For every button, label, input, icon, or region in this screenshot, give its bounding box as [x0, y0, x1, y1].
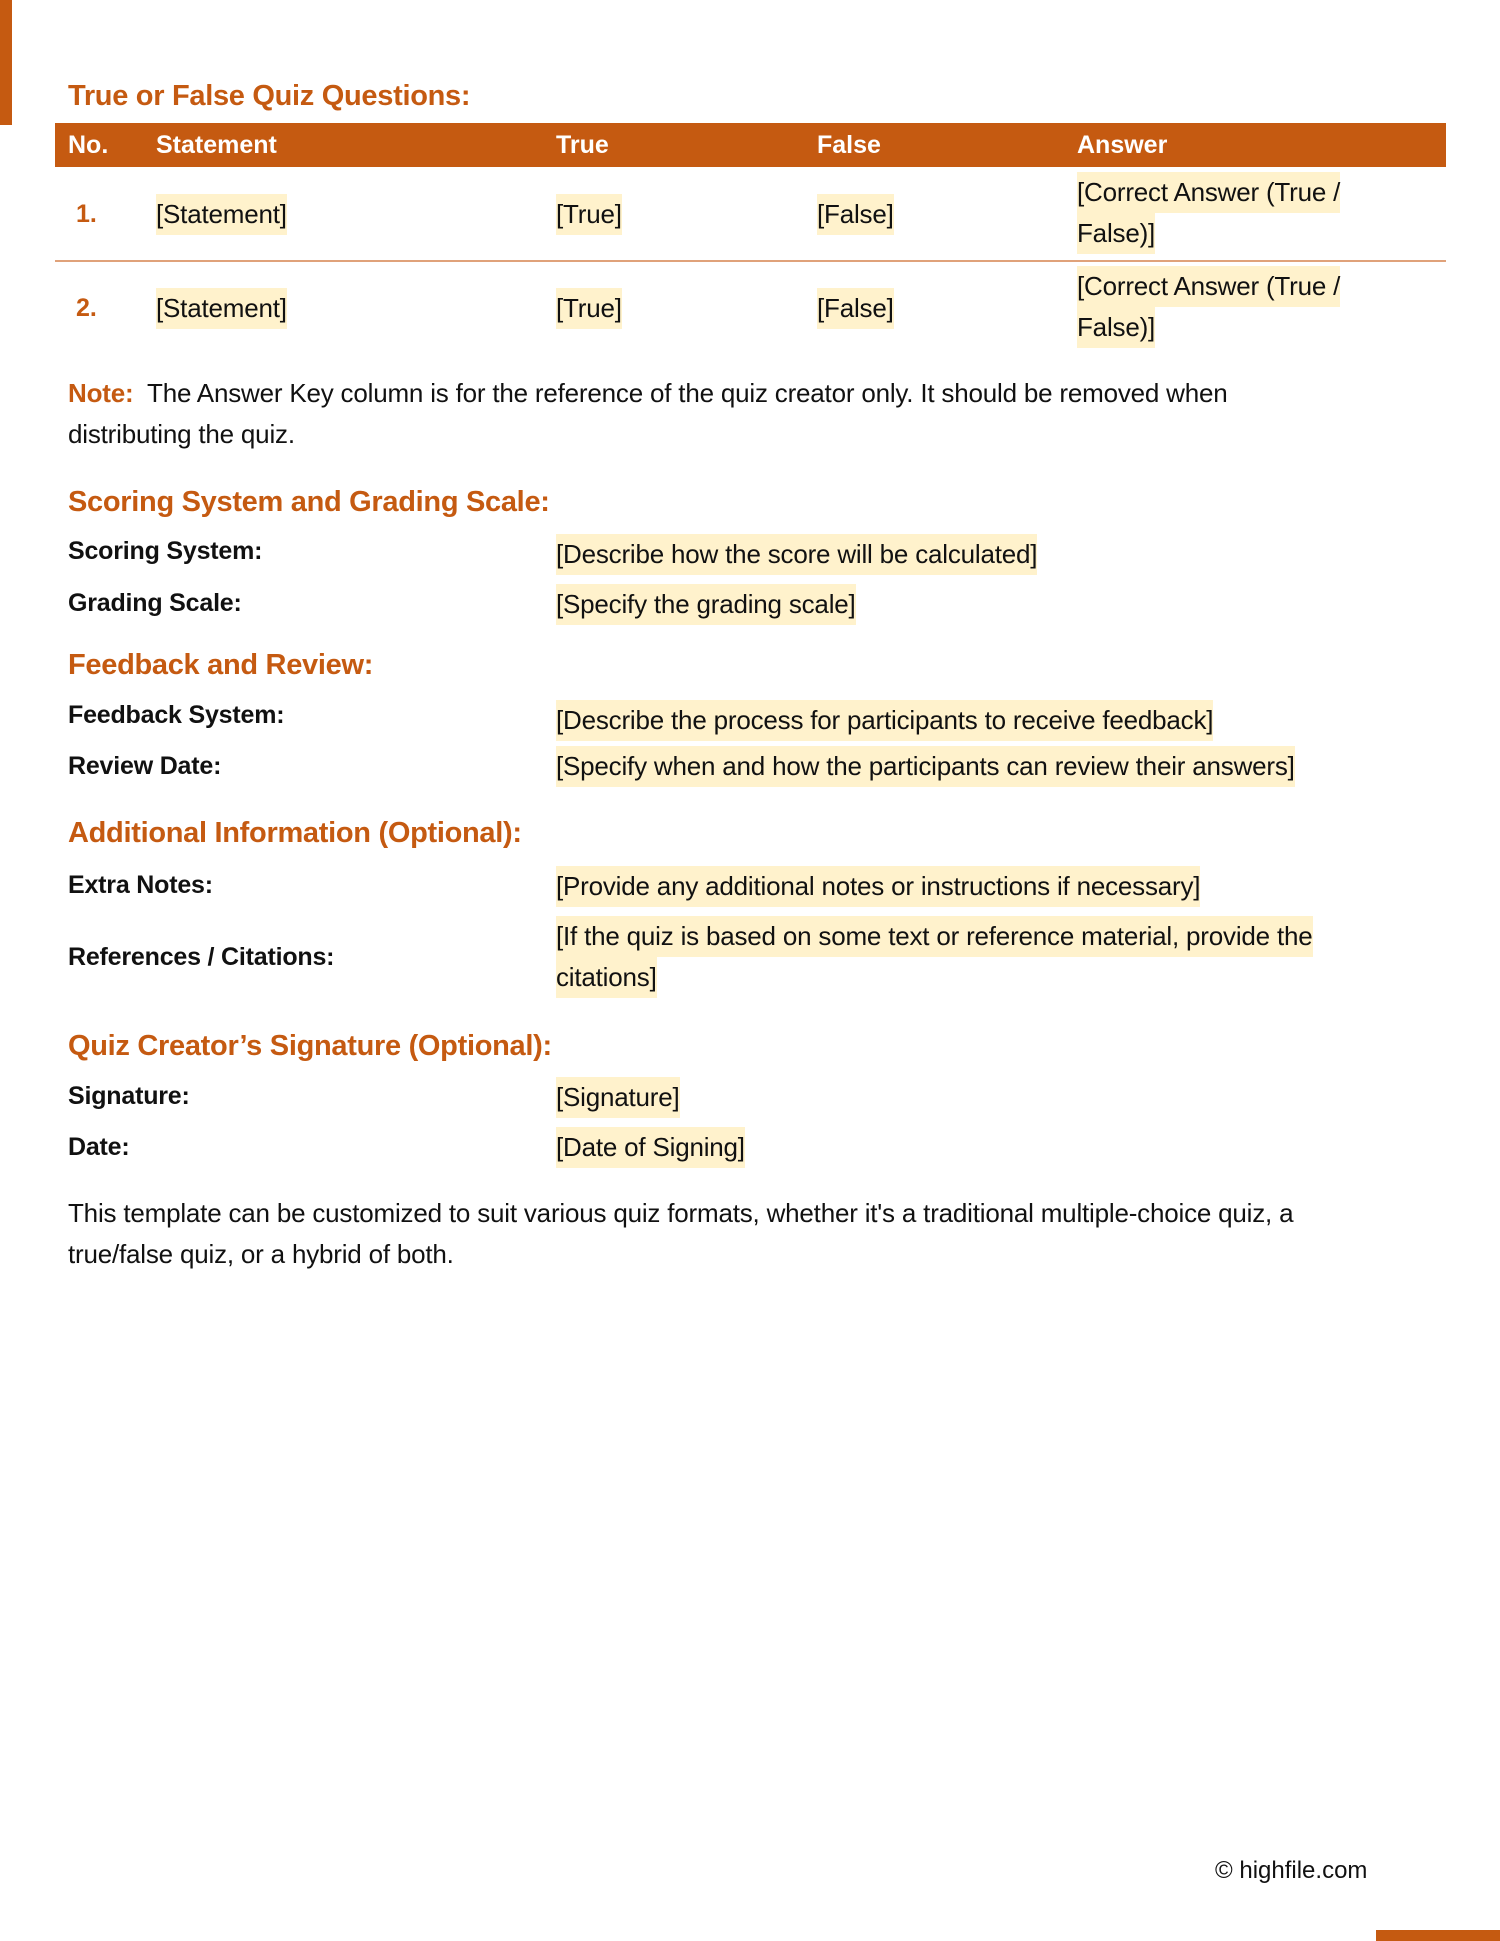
row-divider [55, 260, 1446, 262]
scoring-system-value[interactable]: [Describe how the score will be calculated] [556, 534, 1037, 575]
grading-scale-label: Grading Scale: [68, 589, 242, 617]
extra-notes-label: Extra Notes: [68, 871, 213, 899]
note-label: Note: [68, 378, 134, 408]
note-paragraph [68, 373, 1228, 414]
answer-cell-line1[interactable]: [Correct Answer (True / [1077, 172, 1340, 213]
left-accent-bar [0, 0, 12, 125]
additional-section-title: Additional Information (Optional): [68, 817, 522, 849]
feedback-system-value[interactable]: [Describe the process for participants to receive feedback] [556, 700, 1213, 741]
false-cell[interactable]: [False] [817, 288, 894, 329]
col-header-statement: Statement [156, 131, 277, 159]
review-date-value[interactable]: [Specify when and how the participants can review their answers] [556, 746, 1295, 787]
signature-value[interactable]: [Signature] [556, 1077, 680, 1118]
date-value[interactable]: [Date of Signing] [556, 1127, 745, 1168]
references-value-line1[interactable]: [If the quiz is based on some text or reference material, provide the [556, 916, 1313, 957]
note-text-line2: distributing the quiz. [68, 419, 295, 449]
false-cell[interactable]: [False] [817, 194, 894, 235]
signature-label: Signature: [68, 1082, 190, 1110]
answer-cell-line2[interactable]: False)] [1077, 213, 1155, 254]
true-cell[interactable]: [True] [556, 194, 622, 235]
row-number: 1. [76, 200, 97, 228]
col-header-no: No. [68, 131, 109, 159]
quiz-table-header [55, 123, 1446, 167]
extra-notes-value[interactable]: [Provide any additional notes or instructions if necessary] [556, 866, 1200, 907]
grading-scale-value[interactable]: [Specify the grading scale] [556, 584, 856, 625]
review-date-label: Review Date: [68, 752, 222, 780]
signature-section-title: Quiz Creator’s Signature (Optional): [68, 1030, 552, 1062]
closing-text-line1: This template can be customized to suit various quiz formats, whether it's a traditional multiple-choice quiz, a [68, 1198, 1294, 1228]
bottom-accent-bar [1376, 1930, 1500, 1941]
col-header-answer: Answer [1077, 131, 1168, 159]
statement-cell[interactable]: [Statement] [156, 288, 287, 329]
feedback-section-title: Feedback and Review: [68, 649, 374, 681]
scoring-section-title: Scoring System and Grading Scale: [68, 486, 550, 518]
answer-cell-line1[interactable]: [Correct Answer (True / [1077, 266, 1340, 307]
row-number: 2. [76, 294, 97, 322]
col-header-true: True [556, 131, 609, 159]
references-value-line2[interactable]: citations] [556, 957, 657, 998]
statement-cell[interactable]: [Statement] [156, 194, 287, 235]
closing-text-line2: true/false quiz, or a hybrid of both. [68, 1239, 454, 1269]
quiz-section-title: True or False Quiz Questions: [68, 80, 471, 112]
footer-copyright: © highfile.com [1215, 1857, 1368, 1884]
true-cell[interactable]: [True] [556, 288, 622, 329]
scoring-system-label: Scoring System: [68, 537, 263, 565]
feedback-system-label: Feedback System: [68, 701, 285, 729]
references-label: References / Citations: [68, 943, 335, 971]
note-text-line1: The Answer Key column is for the reference of the quiz creator only. It should be removed when [147, 378, 1228, 408]
answer-cell-line2[interactable]: False)] [1077, 307, 1155, 348]
col-header-false: False [817, 131, 881, 159]
date-label: Date: [68, 1133, 130, 1161]
